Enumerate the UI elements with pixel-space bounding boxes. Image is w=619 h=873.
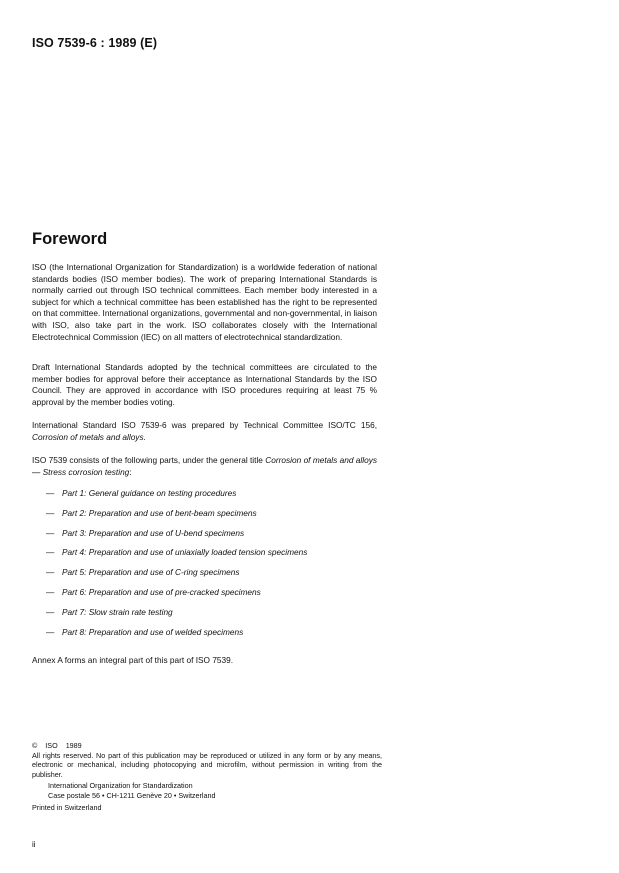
parts-intro-colon: :	[129, 466, 132, 477]
list-dash: —	[46, 488, 55, 498]
list-item	[32, 488, 377, 508]
part-title: Part 7: Slow strain rate testing	[62, 606, 173, 617]
tc-statement: International Standard ISO 7539-6 was prepared by Technical Committee ISO/TC 156,	[32, 420, 377, 430]
list-dash: —	[46, 567, 55, 578]
list-item	[32, 587, 377, 607]
part-title: Part 5: Preparation and use of C-ring specimens	[62, 567, 240, 578]
general-title: Corrosion of metals and alloys — Stress corrosion testing	[32, 455, 377, 477]
list-dash: —	[46, 507, 55, 518]
list-dash: —	[46, 626, 55, 637]
parts-intro: ISO 7539 consists of the following parts, under the general title	[32, 455, 263, 465]
part-title: Part 3: Preparation and use of U-bend specimens	[62, 527, 245, 538]
foreword-paragraph-4	[32, 455, 377, 478]
list-item	[32, 528, 377, 548]
list-item	[32, 627, 377, 647]
document-identifier: ISO 7539-6 : 1989 (E)	[32, 36, 158, 50]
part-title: Part 4: Preparation and use of uniaxially loaded tension specimens	[62, 547, 308, 558]
copyright-block	[32, 741, 382, 813]
part-title: Part 1: General guidance on testing procedures	[62, 488, 237, 498]
copyright-org: ISO	[45, 741, 58, 750]
list-dash: —	[46, 606, 55, 617]
printed-in: Printed in Switzerland	[32, 803, 102, 813]
publisher-address	[48, 781, 382, 801]
part-title: Part 2: Preparation and use of bent-beam specimens	[62, 507, 257, 518]
list-dash: —	[46, 547, 55, 558]
part-title: Part 6: Preparation and use of pre-cracked specimens	[62, 586, 261, 597]
rights-statement: All rights reserved. No part of this publication may be reproduced or utilized in any form or by any means, electronic or mechanical, including photocopying and microfilm, without permission in writing from the publisher.	[32, 750, 382, 779]
foreword-paragraph-1: ISO (the International Organization for Standardization) is a worldwide federation of national standards bodies (ISO member bodies). The work of preparing International Standards is normally carried out through ISO technical committees. Each member body interested in a subject for which a technical committee has been established has the right to be represented on that committee. International organizations, governmental and non-governmental, in liaison with ISO, also take part in the work. ISO collaborates closely with the International Electrotechnical Commission (IEC) on all matters of electrotechnical standardization.	[32, 262, 377, 342]
page-number: ii	[32, 840, 36, 849]
list-dash: —	[46, 586, 55, 597]
foreword-paragraph-2: Draft International Standards adopted by the technical committees are circulated to the member bodies for approval before their acceptance as International Standards by the ISO Council. They are approved in accordance with ISO procedures requiring at least 75 % approval by the member bodies voting.	[32, 362, 377, 407]
list-item	[32, 607, 377, 627]
copyright-line	[32, 741, 382, 751]
tc-title: Corrosion of metals and alloys.	[32, 431, 146, 442]
publisher-postal: Case postale 56 • CH-1211 Genève 20 • Switzerland	[48, 791, 216, 801]
copyright-year: 1989	[65, 741, 82, 750]
list-item	[32, 547, 377, 567]
copyright-symbol: ©	[32, 741, 38, 750]
parts-list	[32, 488, 377, 646]
publisher-name: International Organization for Standardization	[48, 781, 193, 791]
annex-note: Annex A forms an integral part of this part of ISO 7539.	[32, 655, 234, 665]
part-title: Part 8: Preparation and use of welded specimens	[62, 626, 244, 637]
list-item	[32, 508, 377, 528]
list-dash: —	[46, 527, 55, 538]
list-item	[32, 567, 377, 587]
foreword-heading: Foreword	[32, 230, 108, 248]
foreword-paragraph-3	[32, 420, 377, 443]
